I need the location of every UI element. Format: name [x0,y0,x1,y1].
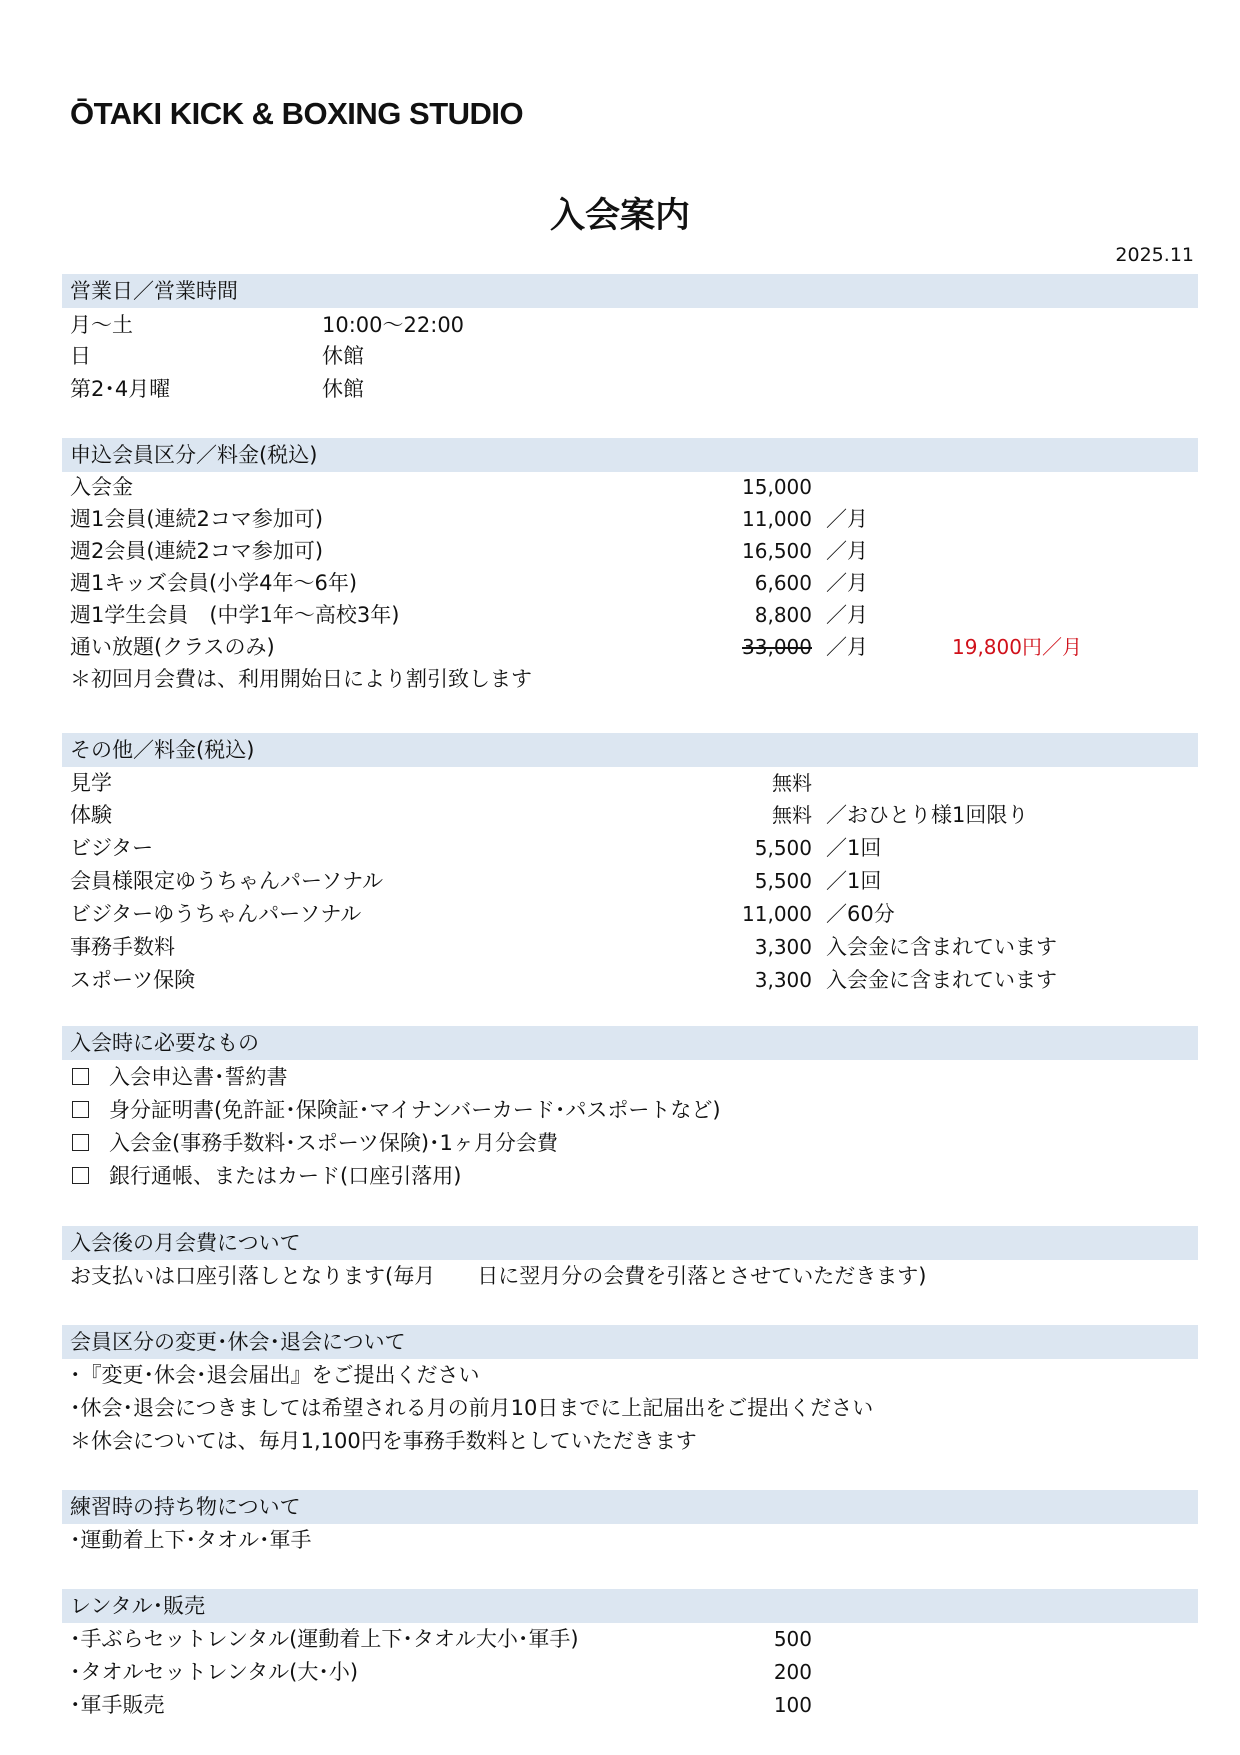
change-line: ･『変更･休会･退会届出』をご提出ください [70,1363,480,1387]
membership-label: 週1会員(連続2コマ参加可) [70,507,324,531]
other-label: 見学 [70,771,112,795]
rental-amount: 200 [773,1660,812,1684]
rental-label: ･軍手販売 [70,1693,165,1717]
other-unit: 入会金に含まれています [826,935,1057,959]
required-item [70,1161,461,1191]
section-hours-heading: 営業日／営業時間 [62,274,1198,308]
studio-brand: ŌTAKI KICK & BOXING STUDIO [70,96,524,131]
other-amount: 5,500 [754,836,812,860]
membership-amount: 16,500 [742,539,812,563]
membership-note: ＊初回月会費は、利用開始日により割引致します [70,667,532,691]
other-label: 事務手数料 [70,935,175,959]
section-belongings-heading: 練習時の持ち物について [62,1490,1198,1524]
hours-value: 10:00～22:00 [322,313,465,337]
membership-unit: ／月 [826,603,868,627]
rental-amount: 100 [773,1693,812,1717]
hours-day: 第2･4月曜 [70,377,171,401]
checkbox[interactable] [72,1167,89,1184]
other-label: ビジター [70,836,154,860]
membership-amount: 11,000 [742,507,812,531]
membership-label: 入会金 [70,475,133,499]
other-amount: 無料 [772,803,812,827]
membership-unit: ／月 [826,635,868,659]
other-label: 体験 [70,803,112,827]
other-label: スポーツ保険 [70,968,196,992]
section-required-heading: 入会時に必要なもの [62,1026,1198,1060]
required-item-label: 身分証明書(免許証･保険証･マイナンバーカード･パスポートなど) [109,1098,721,1122]
hours-value: 休館 [322,344,364,368]
membership-label: 通い放題(クラスのみ) [70,635,275,659]
checkbox[interactable] [72,1101,89,1118]
section-membership-heading: 申込会員区分／料金(税込) [62,438,1198,472]
monthly-text: お支払いは口座引落しとなります(毎月 日に翌月分の会費を引落とさせていただきます) [70,1264,927,1288]
required-item-label: 銀行通帳、またはカード(口座引落用) [109,1164,462,1188]
rental-amount: 500 [773,1627,812,1651]
rental-label: ･タオルセットレンタル(大･小) [70,1660,359,1684]
membership-unit: ／月 [826,507,868,531]
other-unit: 入会金に含まれています [826,968,1057,992]
membership-amount: 8,800 [754,603,812,627]
required-item [70,1095,721,1125]
issue-date: 2025.11 [1115,244,1194,266]
membership-label: 週1キッズ会員(小学4年～6年) [70,571,358,595]
hours-day: 月～土 [70,313,133,337]
other-unit: ／1回 [826,836,882,860]
belongings-text: ･運動着上下･タオル･軍手 [70,1528,312,1552]
section-change-heading: 会員区分の変更･休会･退会について [62,1325,1198,1359]
other-unit: ／60分 [826,902,895,926]
section-rental-heading: レンタル･販売 [62,1589,1198,1623]
other-amount: 5,500 [754,869,812,893]
promo-price: 19,800円／月 [952,635,1082,659]
change-line: ･休会･退会につきましては希望される月の前月10日までに上記届出をご提出ください [70,1396,874,1420]
required-item-label: 入会申込書･誓約書 [109,1065,288,1089]
required-item [70,1128,558,1158]
other-label: ビジターゆうちゃんパーソナル [70,902,362,926]
other-label: 会員様限定ゆうちゃんパーソナル [70,869,384,893]
other-unit: ／1回 [826,869,882,893]
other-amount: 3,300 [754,935,812,959]
change-line: ＊休会については、毎月1,100円を事務手数料としていただきます [70,1429,697,1453]
other-amount: 無料 [772,771,812,795]
membership-label: 週2会員(連続2コマ参加可) [70,539,324,563]
section-other-heading: その他／料金(税込) [62,733,1198,767]
hours-day: 日 [70,344,91,368]
hours-value: 休館 [322,377,364,401]
other-amount: 3,300 [754,968,812,992]
membership-unit: ／月 [826,539,868,563]
required-item-label: 入会金(事務手数料･スポーツ保険)･1ヶ月分会費 [109,1131,558,1155]
membership-amount: 6,600 [754,571,812,595]
required-item [70,1062,288,1092]
other-unit: ／おひとり様1回限り [826,803,1029,827]
membership-amount-original: 33,000 [742,635,812,659]
checkbox[interactable] [72,1068,89,1085]
rental-label: ･手ぶらセットレンタル(運動着上下･タオル大小･軍手) [70,1627,579,1651]
membership-amount: 15,000 [742,475,812,499]
membership-label: 週1学生会員 (中学1年～高校3年) [70,603,400,627]
other-amount: 11,000 [742,902,812,926]
checkbox[interactable] [72,1134,89,1151]
membership-unit: ／月 [826,571,868,595]
section-monthly-heading: 入会後の月会費について [62,1226,1198,1260]
page-title: 入会案内 [549,196,690,236]
